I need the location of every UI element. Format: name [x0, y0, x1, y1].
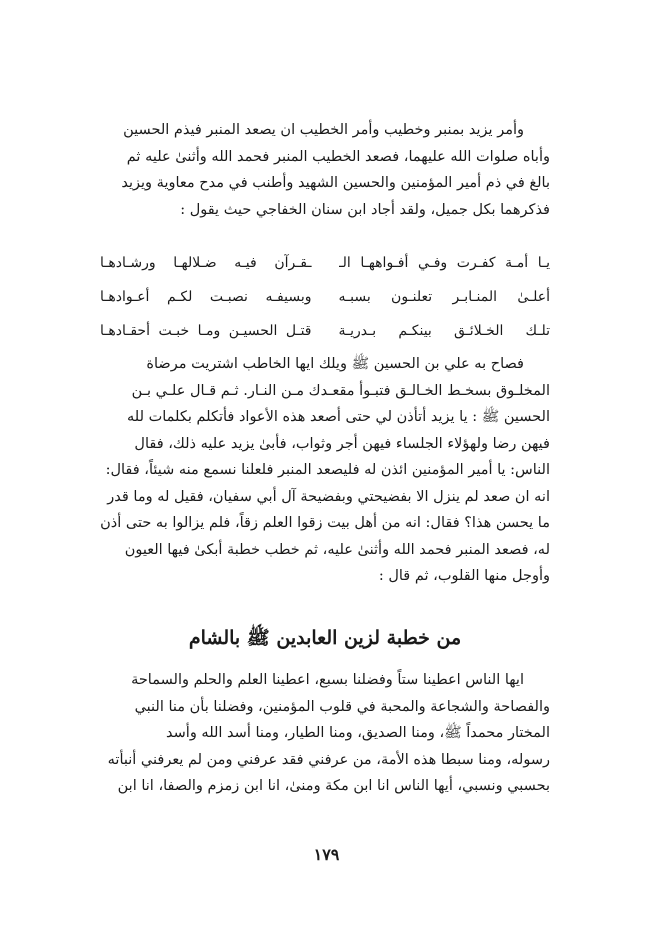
- text-line: رسوله، ومنا سبطا هذه الأمة، من عرفني فقد عرفني ومن لم يعرفني أنبأته: [107, 751, 550, 768]
- text-line: المخلـوق بسخـط الخـالـق فتبـوأ مقعـدك مـن النـار. ثـم قـال علـي بـن: [131, 382, 550, 399]
- poem-verse: [100, 280, 550, 314]
- page-number: ١٧٩: [313, 845, 340, 864]
- paragraph-3: [100, 667, 550, 800]
- poem-second-hemistich: وبسيفـه نصبـت لكـم أعـوادهـا: [100, 289, 312, 305]
- paragraph-2: [100, 351, 550, 590]
- text-line: وأوجل منها القلوب، ثم قال :: [378, 568, 550, 584]
- text-line: الحسين ﷺ : يا يزيد أتأذن لي حتى أصعد هذه الأعواد فأتكلم بكلمات لله: [127, 409, 550, 425]
- text-line: فصاح به علي بن الحسين ﷺ ويلك ايها الخاطب اشتريت مرضاة: [146, 356, 524, 372]
- poem-first-hemistich: تلـك الخـلائـق بينكـم بـدريـة: [338, 323, 550, 339]
- text-line: انه ان صعد لم ينزل الا بفضيحتي وبفضيحة آل أبي سفيان، فقيل له وما قدر: [107, 488, 550, 505]
- poem-second-hemistich: قتـل الحسيـن ومـا خبـت أحقـادهـا: [100, 323, 312, 339]
- poem-verse: [100, 246, 550, 280]
- text-line: وأمر يزيد بمنبر وخطيب وأمر الخطيب ان يصعد المنبر فيذم الحسين: [123, 122, 524, 138]
- paragraph-1: [100, 117, 550, 223]
- text-line: بحسبي ونسبي، أيها الناس انا ابن مكة ومنىٰ، انا ابن زمزم والصفا، انا ابن: [117, 778, 550, 794]
- text-line: له، فصعد المنبر فحمد الله وأثنىٰ عليه، ثم خطب خطبة أبكىٰ فيها العيون: [124, 541, 550, 558]
- section-heading: من خطبة لزين العابدين ﷺ بالشام: [188, 627, 462, 649]
- text-line: فيهن رضا ولهؤلاء الجلساء فيهن أجر وثواب، فأبىٰ يزيد عليه ذلك، فقال: [134, 435, 550, 452]
- text-line: فذكرهما بكل جميل، ولقد أجاد ابن سنان الخفاجي حيث يقول :: [180, 201, 550, 218]
- text-line: المختار محمداً ﷺ، ومنا الصديق، ومنا الطيار، ومنا أسد الله وأسد: [166, 725, 550, 741]
- text-line: الناس: يا أمير المؤمنين ائذن له فليصعد المنبر فلعلنا نسمع منه شيئاً، فقال:: [105, 462, 550, 478]
- text-line: وأباه صلوات الله عليهما، فصعد الخطيب المنبر فحمد الله وأثنىٰ عليه ثم: [126, 148, 550, 165]
- poem-first-hemistich: يـا أمـة كفـرت وفـي أفـواههـا الـ: [338, 255, 550, 271]
- text-line: والفصاحة والشجاعة والمحبة في قلوب المؤمنين، وفضلنا بأن منا النبي: [134, 698, 550, 715]
- poem-first-hemistich: أعلـىٰ المنـابـر تعلنـون بسبـه: [338, 289, 550, 305]
- poem-verse: [100, 314, 550, 348]
- text-line: ايها الناس اعطينا ستاً وفضلنا بسبع، اعطينا العلم والحلم والسماحة: [131, 672, 524, 688]
- text-line: ما يحسن هذا؟ فقال: انه من أهل بيت زقوا العلم زقاً، فلم يزالوا به حتى أذن: [100, 515, 550, 531]
- poem-second-hemistich: ـقـرآن فيـه ضـلالهـا ورشـادهـا: [100, 255, 312, 271]
- poem: [100, 246, 550, 348]
- text-line: بالغ في ذم أمير المؤمنين والحسين الشهيد وأطنب في مدح معاوية ويزيد: [121, 175, 550, 191]
